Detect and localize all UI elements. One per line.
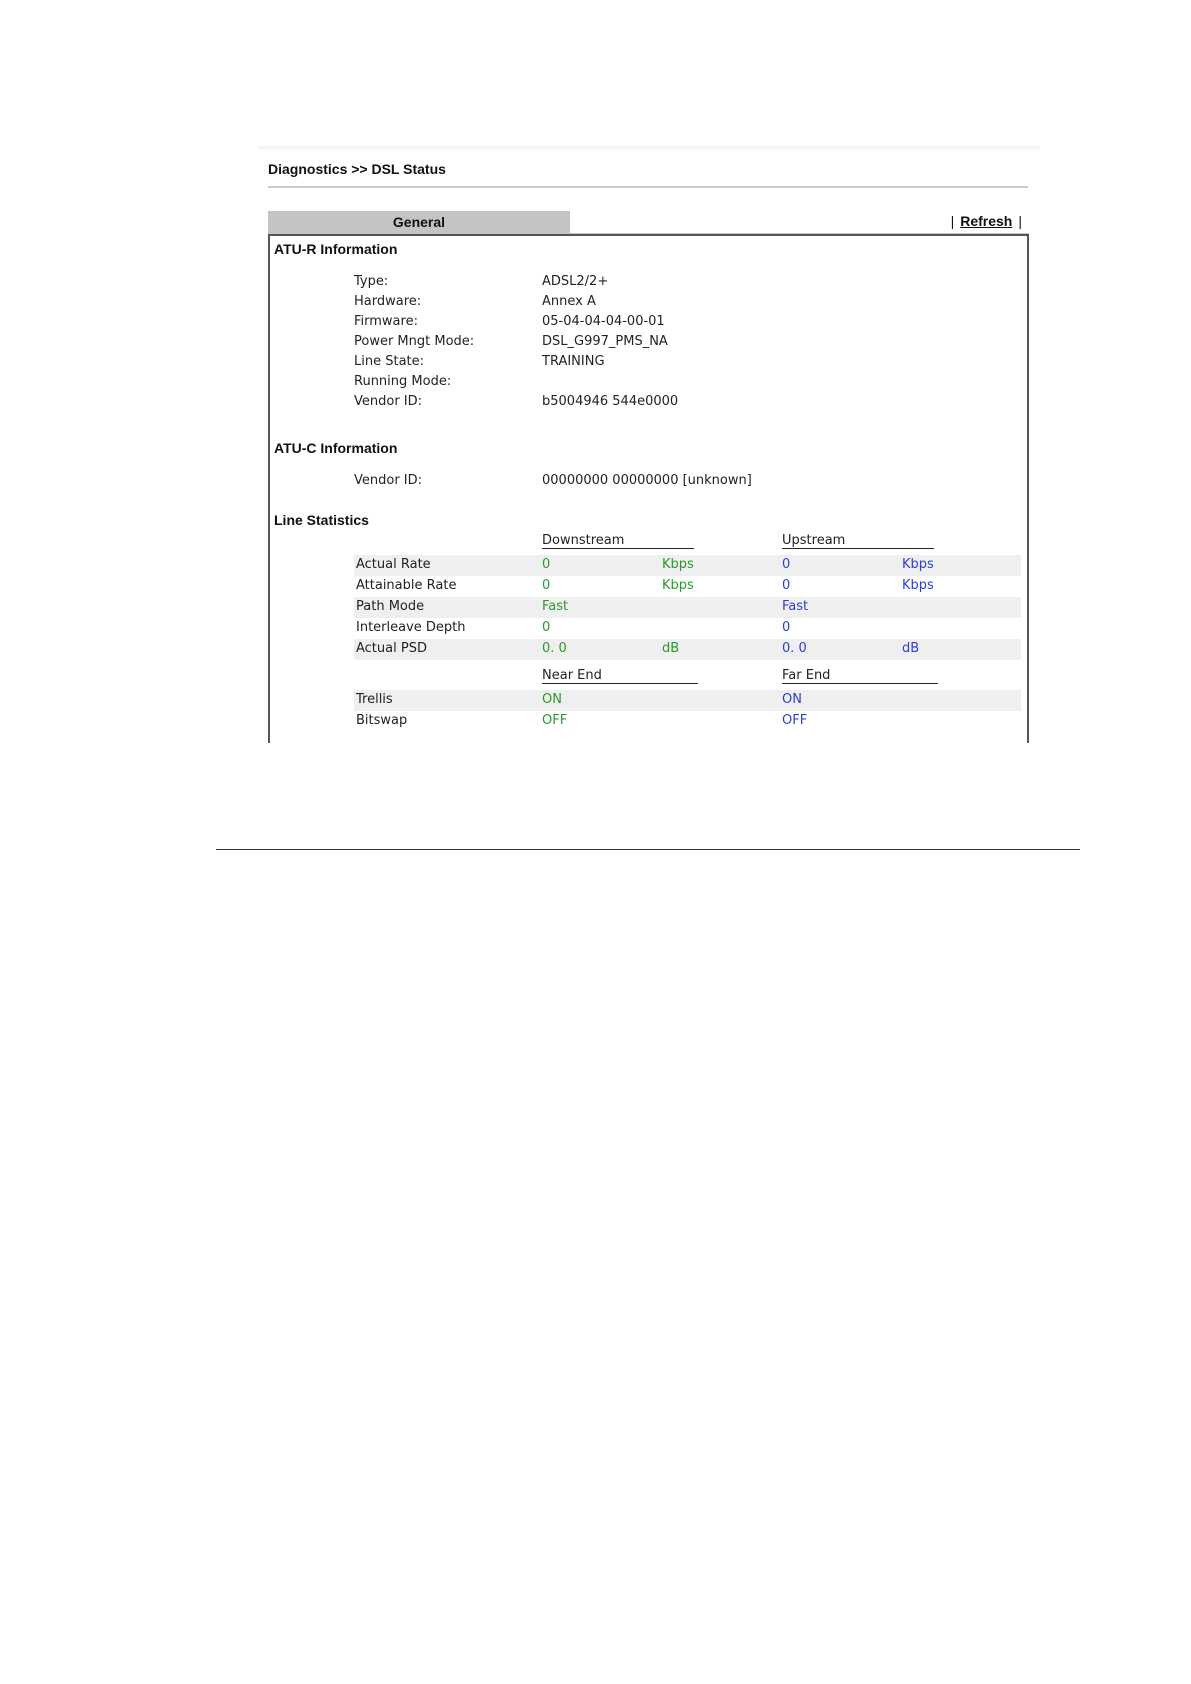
table-row — [354, 690, 1021, 711]
atu-r-label: Type: — [354, 274, 389, 289]
table-row — [354, 576, 1021, 597]
downstream-value: 0 — [542, 557, 551, 572]
downstream-unit: Kbps — [662, 578, 694, 593]
row-label: Actual Rate — [356, 557, 431, 572]
table-row — [354, 597, 1021, 618]
top-fade — [258, 146, 1040, 152]
table-row — [354, 711, 1021, 732]
atu-r-label: Line State: — [354, 354, 425, 369]
row-label: Attainable Rate — [356, 578, 457, 593]
upstream-value: Fast — [782, 599, 809, 614]
upstream-unit: Kbps — [902, 557, 934, 572]
breadcrumb-divider — [268, 186, 1028, 188]
upstream-value: 0. 0 — [782, 641, 807, 656]
row-label: Actual PSD — [356, 641, 427, 656]
toolbar — [945, 213, 1028, 229]
upstream-header: Upstream — [782, 533, 934, 549]
upstream-value: 0 — [782, 578, 791, 593]
far-end-header: Far End — [782, 668, 938, 684]
atu-r-value: b5004946 544e0000 — [542, 394, 679, 409]
breadcrumb: Diagnostics >> DSL Status — [268, 161, 446, 177]
upstream-value: 0 — [782, 620, 791, 635]
panel-bottom-fade — [270, 733, 1027, 743]
row-label: Bitswap — [356, 713, 408, 728]
page-divider — [216, 849, 1080, 850]
far-end-value: ON — [782, 692, 802, 707]
near-end-value: OFF — [542, 713, 568, 728]
downstream-value: 0 — [542, 620, 551, 635]
atu-r-value: DSL_G997_PMS_NA — [542, 334, 668, 349]
upstream-value: 0 — [782, 557, 791, 572]
dsl-status-screenshot — [250, 146, 1040, 741]
table-row — [354, 639, 1021, 660]
atu-r-value: TRAINING — [542, 354, 605, 369]
atu-r-title: ATU-R Information — [274, 241, 398, 257]
table-row — [354, 555, 1021, 576]
atu-c-title: ATU-C Information — [274, 440, 398, 456]
toolbar-separator-right: | — [1018, 213, 1022, 229]
far-end-value: OFF — [782, 713, 808, 728]
downstream-value: 0. 0 — [542, 641, 567, 656]
status-panel — [268, 234, 1029, 743]
downstream-unit: dB — [662, 641, 680, 656]
downstream-value: Fast — [542, 599, 569, 614]
atu-r-label: Firmware: — [354, 314, 418, 329]
atu-r-label: Vendor ID: — [354, 394, 423, 409]
line-statistics-title: Line Statistics — [274, 512, 369, 528]
row-label: Interleave Depth — [356, 620, 466, 635]
upstream-unit: Kbps — [902, 578, 934, 593]
table-row — [354, 618, 1021, 639]
refresh-link[interactable]: Refresh — [960, 213, 1013, 229]
atu-c-value: 00000000 00000000 [unknown] — [542, 473, 752, 488]
downstream-unit: Kbps — [662, 557, 694, 572]
upstream-unit: dB — [902, 641, 920, 656]
atu-r-value: 05-04-04-04-00-01 — [542, 314, 665, 329]
atu-c-label: Vendor ID: — [354, 473, 423, 488]
toolbar-separator-left: | — [950, 213, 955, 229]
row-label: Trellis — [356, 692, 393, 707]
atu-r-label: Power Mngt Mode: — [354, 334, 475, 349]
atu-r-label: Running Mode: — [354, 374, 452, 389]
downstream-value: 0 — [542, 578, 551, 593]
row-label: Path Mode — [356, 599, 425, 614]
tab-general[interactable]: General — [268, 211, 570, 234]
downstream-header: Downstream — [542, 533, 694, 549]
atu-r-value: ADSL2/2+ — [542, 274, 609, 289]
atu-r-value: Annex A — [542, 294, 596, 309]
atu-r-label: Hardware: — [354, 294, 422, 309]
near-end-header: Near End — [542, 668, 698, 684]
near-end-value: ON — [542, 692, 562, 707]
